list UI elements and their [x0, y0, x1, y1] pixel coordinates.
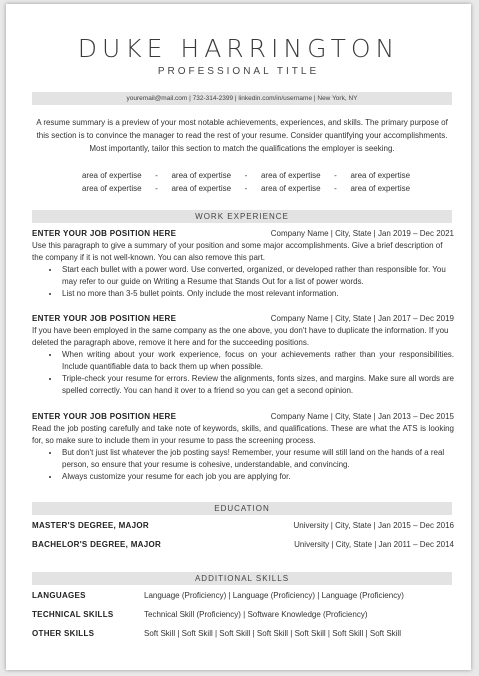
degree-name: BACHELOR'S DEGREE, MAJOR	[32, 540, 162, 549]
education-item	[32, 520, 454, 532]
education-list	[32, 520, 454, 558]
job-title: ENTER YOUR JOB POSITION HERE	[32, 314, 177, 323]
expertise-grid	[76, 169, 416, 195]
expertise-separator: -	[244, 184, 248, 193]
additional-skills-heading: ADDITIONAL SKILLS	[32, 572, 452, 585]
job-bullet: • Triple-check your resume for errors. Review the alignments, fonts sizes, and margins. Make sure all words are spelled correctly. You can hand it over to a friend so you can get a second opinion.	[60, 373, 454, 397]
education-heading: EDUCATION	[32, 502, 452, 515]
job-description: If you have been employed in the same company as the one above, you don't have to duplicate the information. If you deleted the paragraph above, remove it here and for the succeeding positions.	[32, 326, 449, 347]
resume-page	[6, 4, 471, 670]
job-bullet: • Always customize your resume for each job you are applying for.	[60, 471, 454, 483]
skill-label: OTHER SKILLS	[32, 629, 95, 638]
skill-row	[32, 609, 454, 621]
job-meta: Company Name | City, State | Jan 2013 – Dec 2015	[270, 412, 454, 421]
job-bullet: • But don't just list whatever the job posting says! Remember, your resume will still land on the hands of a real person, so ensure that your resume is cohesive, understandable, and convincing.	[60, 447, 454, 471]
job-bullets	[32, 447, 454, 483]
skill-label: LANGUAGES	[32, 591, 86, 600]
degree-name: MASTER'S DEGREE, MAJOR	[32, 521, 149, 530]
expertise-item: area of expertise	[260, 184, 321, 193]
expertise-separator: -	[334, 171, 337, 180]
expertise-separator: -	[244, 171, 248, 180]
candidate-name: DUKE HARRINGTON	[77, 34, 400, 63]
job-title: ENTER YOUR JOB POSITION HERE	[32, 229, 177, 238]
job-bullet: • List no more than 3-5 bullet points. Only include the most relevant information.	[60, 288, 454, 300]
expertise-item: area of expertise	[350, 171, 411, 180]
expertise-item: area of expertise	[171, 184, 232, 193]
expertise-item: area of expertise	[81, 184, 142, 193]
job-entry	[32, 411, 454, 483]
job-bullets	[32, 264, 454, 300]
skill-value: Language (Proficiency) | Language (Proficiency) | Language (Proficiency)	[144, 591, 404, 600]
contact-bar: youremail@mail.com | 732-314-2399 | linkedin.com/in/username | New York, NY	[32, 92, 452, 105]
expertise-separator: -	[155, 171, 158, 180]
skills-list	[32, 590, 454, 647]
job-bullet: • Start each bullet with a power word. Use converted, organized, or developed rather than responsible for. You may refer to our guide on Writing a Resume that Stands Out for a list of power words.	[60, 264, 454, 288]
job-entry	[32, 313, 454, 397]
degree-meta: University | City, State | Jan 2015 – Dec 2016	[293, 521, 454, 530]
job-title: ENTER YOUR JOB POSITION HERE	[32, 412, 177, 421]
skill-row	[32, 590, 454, 602]
job-description: Read the job posting carefully and take note of keywords, skills, and qualifications. These are what the ATS is looking for, so make sure to include them in your resume to pass the screening process.	[32, 424, 454, 445]
professional-title: PROFESSIONAL TITLE	[157, 66, 320, 77]
skill-row	[32, 628, 454, 640]
resume-summary: A resume summary is a preview of your most notable achievements, experiences, and skills. The primary purpose of this section is to convince the manager to read the rest of your resume. Consider quantifying your accomplishments. Most importantly, tailor this section to match the qualifications the employer is seeking.	[36, 118, 448, 153]
job-meta: Company Name | City, State | Jan 2017 – Dec 2019	[270, 314, 454, 323]
expertise-item: area of expertise	[350, 184, 411, 193]
expertise-separator: -	[155, 184, 158, 193]
work-experience-heading: WORK EXPERIENCE	[32, 210, 452, 223]
expertise-item: area of expertise	[260, 171, 321, 180]
job-entry	[32, 228, 454, 300]
degree-meta: University | City, State | Jan 2011 – Dec 2014	[294, 540, 454, 549]
job-bullets	[32, 349, 454, 397]
job-bullet: • When writing about your work experience, focus on your achievements rather than your responsibilities. Include quantifiable data to back them up when possible.	[60, 349, 454, 373]
job-description: Use this paragraph to give a summary of your position and some major accomplishments. Give a brief description of the company if it is not well-known. You can also remove this part.	[32, 241, 443, 262]
education-item	[32, 539, 454, 551]
expertise-item: area of expertise	[171, 171, 232, 180]
skill-label: TECHNICAL SKILLS	[32, 610, 114, 619]
skill-value: Soft Skill | Soft Skill | Soft Skill | Soft Skill | Soft Skill | Soft Skill | Soft Skill	[144, 629, 401, 638]
expertise-item: area of expertise	[81, 171, 142, 180]
skill-value: Technical Skill (Proficiency) | Software Knowledge (Proficiency)	[144, 610, 368, 619]
expertise-separator: -	[334, 184, 337, 193]
job-meta: Company Name | City, State | Jan 2019 – Dec 2021	[270, 229, 454, 238]
